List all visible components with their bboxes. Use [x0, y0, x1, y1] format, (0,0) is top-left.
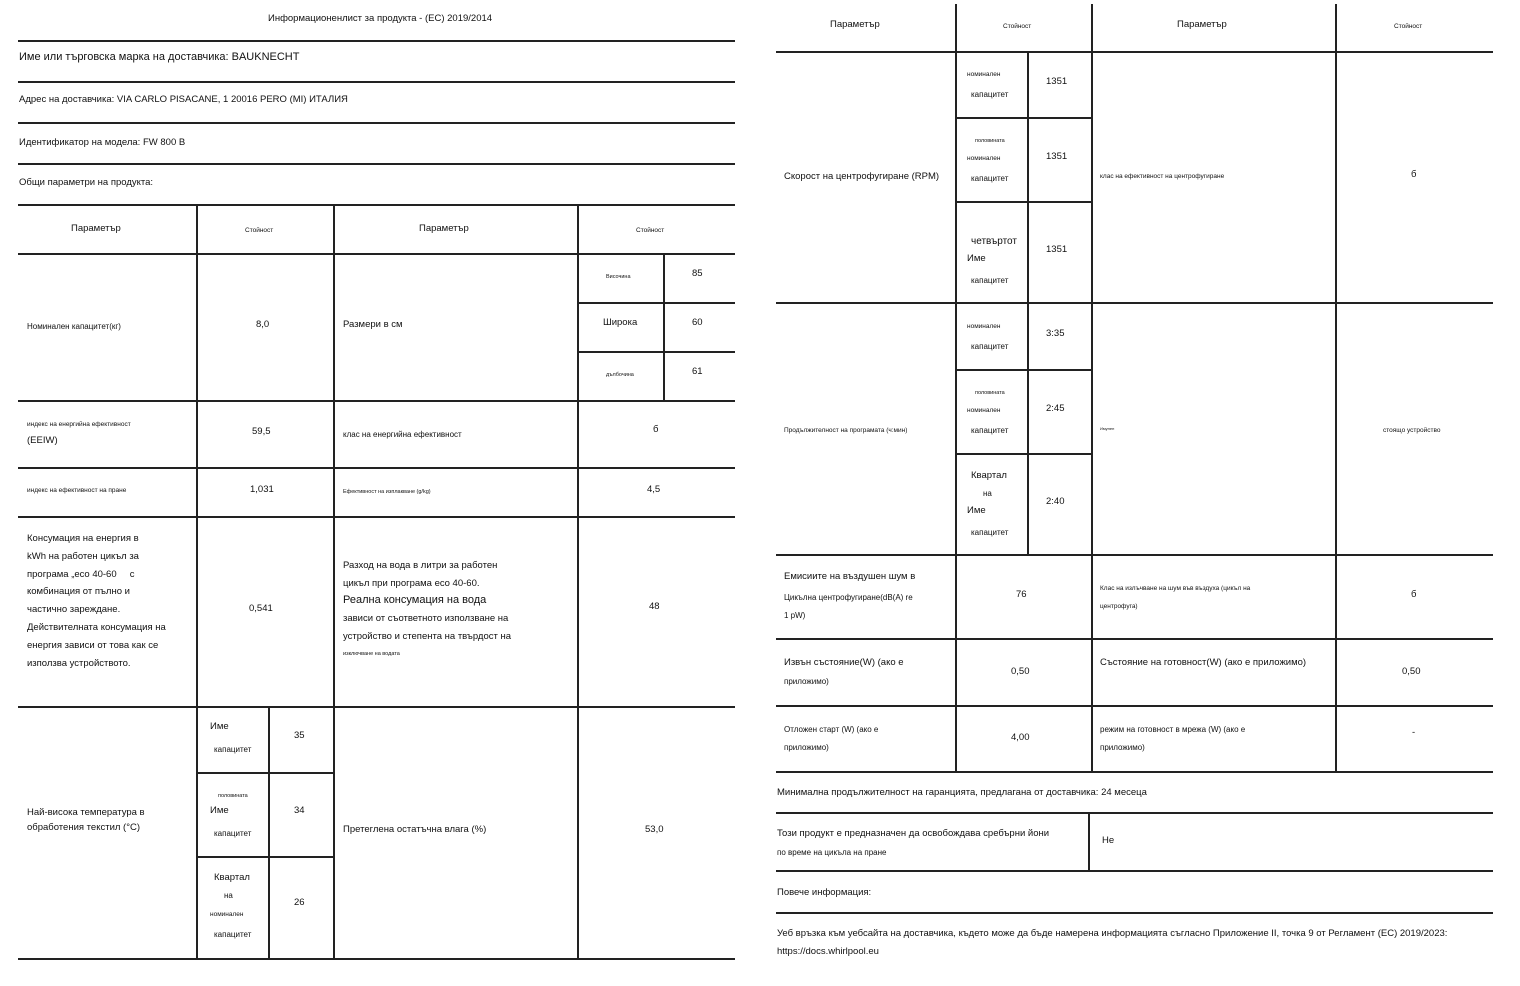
network-standby-label: приложимо) [1100, 743, 1145, 752]
model-identifier: Идентификатор на модела: FW 800 B [19, 137, 186, 148]
sub-label: Име [967, 253, 986, 264]
sub-label: на [983, 489, 992, 498]
rule [577, 302, 735, 304]
rule [196, 772, 333, 774]
rule [196, 204, 198, 959]
width-value: 60 [692, 317, 703, 328]
sub-label: на [224, 891, 233, 900]
water-line: изключване на водата [343, 651, 400, 657]
silver-ions-value: Не [1102, 835, 1115, 846]
standby-label: Състояние на готовност(W) (ако е приложимо) [1100, 657, 1307, 668]
delay-start-value: 4,00 [1011, 732, 1030, 743]
guarantee-text: Минимална продължителност на гаранцията, предлагана от доставчика: 24 месеца [777, 787, 1147, 798]
rule [955, 453, 1091, 455]
temperature-full-value: 35 [294, 730, 305, 741]
temperature-half-value: 34 [294, 805, 305, 816]
sub-label: Име [210, 721, 229, 732]
sub-label: капацитет [971, 528, 1009, 537]
height-value: 85 [692, 268, 703, 279]
rule [333, 204, 335, 959]
rule [955, 369, 1091, 371]
rule [955, 4, 957, 772]
rule [776, 912, 1493, 914]
rule [1088, 812, 1090, 871]
height-label: Височина [606, 274, 631, 280]
general-parameters: Общи параметри на продукта: [19, 177, 154, 188]
rule [776, 705, 1493, 707]
temperature-label: Най-висока температура в [27, 807, 145, 818]
rule [18, 516, 735, 518]
rule [18, 81, 735, 83]
header-parameter: Параметър [830, 19, 880, 30]
sub-label: номинален [967, 155, 1001, 162]
supplier-name: Име или търговска марка на доставчика: BAUKNECHT [19, 51, 300, 63]
eeiw-label-code: (EEIW) [27, 435, 58, 446]
sub-label: капацитет [214, 829, 252, 838]
sub-label: номинален [967, 323, 1001, 330]
delay-start-label: приложимо) [784, 743, 829, 752]
sub-label: капацитет [971, 426, 1009, 435]
rule [776, 771, 1493, 773]
sub-label: четвъртот [971, 236, 1017, 247]
spin-half-value: 1351 [1046, 151, 1068, 162]
noise-class-value: б [1411, 589, 1417, 600]
sub-label: капацитет [214, 930, 252, 939]
supplier-address: Адрес на доставчика: VIA CARLO PISACANE, 1 20016 PERO (MI) ИТАЛИЯ [19, 94, 348, 105]
noise-class-label: Клас на излъчване на шум във въздуха (цикъл на [1100, 585, 1251, 592]
rule [18, 467, 735, 469]
water-line: зависи от съответното използване на [343, 613, 509, 624]
sub-label: номинален [967, 71, 1001, 78]
rule [18, 253, 735, 255]
rule [1335, 4, 1337, 772]
sub-label: капацитет [971, 342, 1009, 351]
sub-label: половината [975, 390, 1005, 396]
text-line: програма „eco 40-60 с [27, 568, 135, 580]
header-parameter: Параметър [1177, 19, 1227, 30]
sub-label: номинален [967, 407, 1001, 414]
temperature-quarter-value: 26 [294, 897, 305, 908]
header-value: Стойност [1394, 23, 1423, 30]
more-info-label: Повече информация: [777, 887, 872, 898]
rule [196, 856, 333, 858]
sub-label: половината [218, 793, 248, 799]
rule [776, 554, 1493, 556]
noise-label: Цикълна центрофугиране(dB(A) re [784, 593, 913, 602]
rule [577, 351, 735, 353]
eeiw-label: индекс на енергийна ефективност [27, 421, 131, 428]
network-standby-label: режим на готовност в мрежа (W) (ако е [1100, 725, 1246, 734]
moisture-label: Претеглена остатъчна влага (%) [343, 824, 487, 835]
sub-label: Име [967, 505, 986, 516]
spin-class-value: б [1411, 169, 1417, 180]
silver-ions-label: по време на цикъла на пране [777, 848, 887, 857]
header-parameter: Параметър [419, 223, 469, 234]
off-mode-label: приложимо) [784, 677, 829, 686]
noise-label: Емисиите на въздушен шум в [784, 571, 916, 582]
text-line: Действителната консумация на [27, 621, 166, 633]
rule [955, 117, 1091, 119]
rule [577, 204, 579, 959]
depth-value: 61 [692, 366, 703, 377]
supplier-link-label: Уеб връзка към уебсайта на доставчика, където може да бъде намерена информацията съгласно Приложение II, точка 9 от Регламент (ЕС) 2019/2023: [777, 928, 1448, 939]
eeiw-value: 59,5 [252, 426, 271, 437]
rule [776, 812, 1493, 814]
standby-value: 0,50 [1402, 666, 1421, 677]
dimensions-label: Размери в см [343, 319, 403, 330]
rule [1027, 51, 1029, 555]
spin-full-value: 1351 [1046, 76, 1068, 87]
rinse-label: Ефективност на изплакване (g/kg) [343, 489, 431, 495]
off-mode-value: 0,50 [1011, 666, 1030, 677]
rule [1091, 4, 1093, 772]
sheet-title: Информационенлист за продукта - (ЕС) 2019/2014 [268, 13, 493, 24]
water-line: цикъл при програма eco 40-60. [343, 578, 480, 589]
rule [18, 958, 735, 960]
rule [268, 706, 270, 959]
rule [18, 40, 735, 42]
type-value: стоящо устройство [1383, 427, 1441, 434]
water-line: устройство и степента на твърдост на [343, 631, 511, 642]
spin-speed-label: Скорост на центрофугиране (RPM) [784, 171, 940, 182]
header-parameter: Параметър [71, 223, 121, 234]
rule [18, 204, 735, 206]
wash-index-value: 1,031 [250, 484, 274, 495]
sub-label: Квартал [214, 872, 250, 883]
rule [955, 201, 1091, 203]
text-line: kWh на работен цикъл за [27, 550, 139, 562]
sub-label: капацитет [214, 745, 252, 754]
temperature-label: обработения текстил (°C) [27, 822, 141, 833]
text-line: енергия зависи от това как се [27, 639, 159, 651]
sub-label: капацитет [971, 90, 1009, 99]
sub-label: половината [975, 138, 1005, 144]
noise-label: 1 pW) [784, 611, 806, 620]
header-value: Стойност [245, 227, 274, 234]
rule [776, 870, 1493, 872]
sub-label: номинален [210, 911, 244, 918]
text-line: комбинация от пълно и [27, 586, 130, 598]
water-consumption-value: 48 [649, 601, 660, 612]
rule [18, 706, 735, 708]
water-line: Разход на вода в литри за работен [343, 560, 498, 571]
depth-label: дълбочина [606, 372, 634, 378]
delay-start-label: Отложен старт (W) (ако е [784, 725, 879, 734]
header-value: Стойност [636, 227, 665, 234]
network-standby-value: - [1412, 727, 1416, 738]
sub-label: Квартал [971, 470, 1007, 481]
rule [776, 638, 1493, 640]
duration-full-value: 3:35 [1046, 328, 1065, 339]
duration-half-value: 2:45 [1046, 403, 1065, 414]
energy-consumption-value: 0,541 [249, 603, 273, 614]
rule [18, 163, 735, 165]
sub-label: капацитет [971, 276, 1009, 285]
rinse-value: 4,5 [647, 484, 661, 495]
noise-class-label: центрофуга) [1100, 603, 1138, 610]
off-mode-label: Извън състояние(W) (ако е [784, 657, 904, 668]
rule [18, 122, 735, 124]
rule [18, 400, 735, 402]
noise-value: 76 [1016, 589, 1027, 600]
duration-quarter-value: 2:40 [1046, 496, 1065, 507]
width-label: Широка [603, 317, 638, 328]
header-value: Стойност [1003, 23, 1032, 30]
rule [663, 253, 665, 401]
energy-consumption-label [27, 534, 166, 676]
energy-class-value: б [653, 424, 659, 435]
spin-class-label: клас на ефективност на центрофугиране [1100, 173, 1225, 180]
moisture-value: 53,0 [645, 824, 664, 835]
water-line: Реална консумация на вода [343, 594, 487, 606]
supplier-link-url[interactable]: https://docs.whirlpool.eu [777, 946, 879, 957]
type-label: Имунен [1100, 426, 1115, 431]
wash-index-label: индекс на ефективност на пране [27, 487, 127, 494]
rated-capacity-value: 8,0 [256, 319, 270, 330]
energy-class-label: клас на енергийна ефективност [343, 430, 462, 439]
text-line: частично зареждане. [27, 604, 121, 616]
spin-quarter-value: 1351 [1046, 244, 1068, 255]
sub-label: капацитет [971, 174, 1009, 183]
duration-label: Продължителност на програмата (ч:мин) [784, 427, 908, 434]
text-line: Консумация на енергия в [27, 533, 139, 544]
rated-capacity-label: Номинален капацитет(кг) [27, 322, 121, 331]
rule [776, 51, 1493, 53]
silver-ions-label: Този продукт е предназначен да освобождава сребърни йони [777, 828, 1050, 839]
sub-label: Име [210, 805, 229, 816]
text-line: използва устройството. [27, 657, 131, 669]
rule [776, 302, 1493, 304]
